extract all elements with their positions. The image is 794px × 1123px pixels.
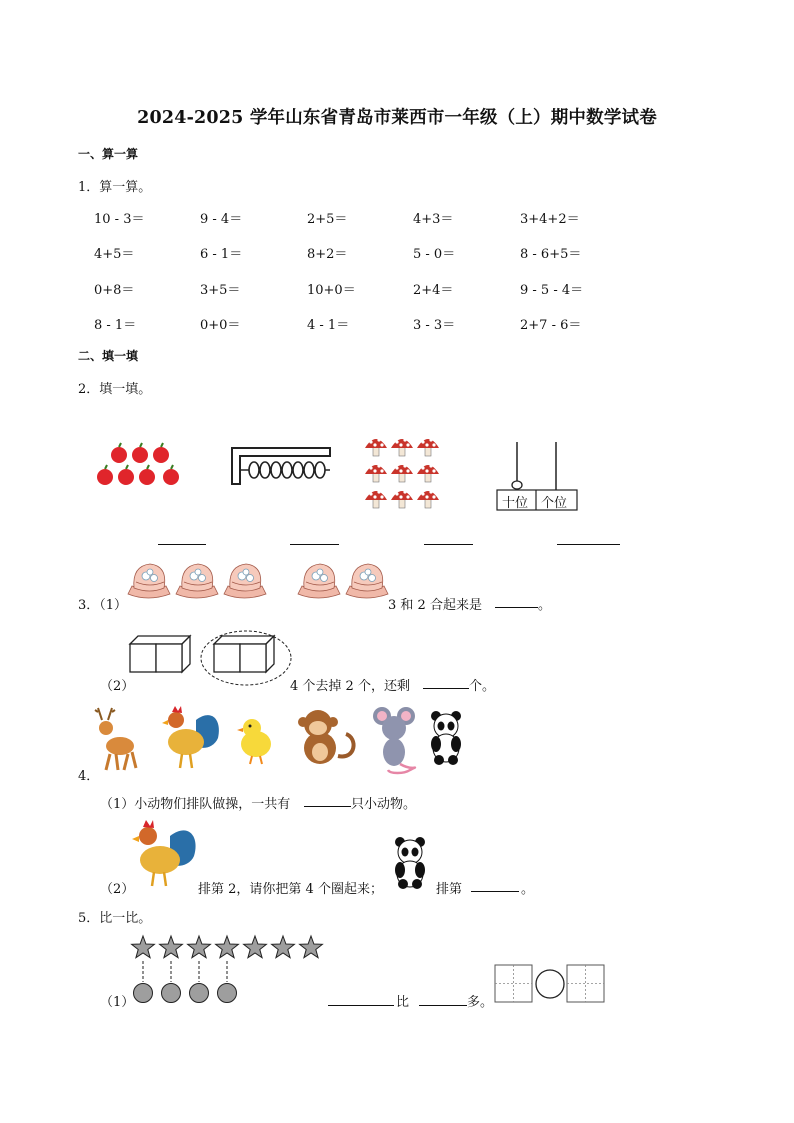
q5-compare-mid: 比 — [396, 995, 410, 1010]
rooster-icon — [162, 706, 219, 768]
mushroom-icon — [417, 491, 439, 500]
star-icon — [300, 936, 323, 958]
hats-image — [124, 558, 394, 606]
calc-problem: 0+8＝ — [94, 283, 135, 298]
mushroom-spot — [373, 443, 376, 446]
chick-icon — [237, 719, 271, 764]
stars-circles-image — [126, 932, 331, 1006]
mushroom-spot — [399, 443, 402, 446]
q5-label: 5．比一比。 — [78, 911, 152, 926]
mushroom-spot — [406, 469, 409, 472]
mushroom-spot — [425, 469, 428, 472]
q2-answer-blank-2[interactable] — [290, 544, 339, 545]
q4-part1-end: 只小动物。 — [351, 797, 417, 812]
q3-part1-dot: 。 — [538, 598, 552, 613]
q4-part1-text: （1）小动物们排队做操，一共有 — [100, 797, 291, 812]
calc-problem: 8 - 1＝ — [94, 318, 137, 333]
q5-blank-2[interactable] — [419, 1005, 467, 1006]
mushroom-spot — [432, 443, 435, 446]
q3-part1-text: 3 和 2 合起来是 — [388, 598, 482, 613]
hat-icon — [346, 564, 388, 598]
star-icon — [132, 936, 155, 958]
mushroom-icon — [391, 491, 413, 500]
mushroom-icon — [417, 465, 439, 474]
mushroom-icon — [365, 465, 387, 474]
calc-problem: 9 - 5 - 4＝ — [520, 283, 584, 298]
mushroom-icon — [365, 439, 387, 448]
calc-problem: 8 - 6+5＝ — [520, 247, 582, 262]
mushroom-spot — [395, 466, 398, 469]
q4-part2-blank[interactable] — [471, 891, 519, 892]
star-icon — [244, 936, 267, 958]
calc-problem: 9 - 4＝ — [200, 212, 243, 227]
mushroom-icon — [417, 439, 439, 448]
calc-problem: 3 - 3＝ — [413, 318, 456, 333]
star-icon — [160, 936, 183, 958]
counting-frame-image — [230, 444, 334, 488]
mushroom-icon — [391, 439, 413, 448]
q2-label: 2．填一填。 — [78, 382, 152, 397]
q3-label: 3．（1） — [78, 598, 128, 613]
mushroom-spot — [377, 438, 380, 441]
abacus-ones-label: 个位 — [541, 496, 568, 511]
mushroom-spot — [403, 438, 406, 441]
hat-icon — [224, 564, 266, 598]
mushroom-spot — [406, 443, 409, 446]
mouse-icon — [373, 707, 415, 773]
hat-icon — [176, 564, 218, 598]
star-icon — [216, 936, 239, 958]
mushroom-spot — [406, 495, 409, 498]
calc-problem: 3+4+2＝ — [520, 212, 580, 227]
deer-icon — [95, 708, 136, 770]
mushroom-spot — [421, 492, 424, 495]
mushroom-spot — [377, 464, 380, 467]
calc-problem: 6 - 1＝ — [200, 247, 243, 262]
hat-icon — [298, 564, 340, 598]
q3-part2-unit: 个。 — [469, 679, 496, 694]
mushroom-spot — [373, 469, 376, 472]
q2-answer-blank-1[interactable] — [158, 544, 206, 545]
star-icon — [188, 936, 211, 958]
q3-part1-blank[interactable] — [495, 607, 538, 608]
mushroom-spot — [380, 469, 383, 472]
mushroom-spot — [373, 495, 376, 498]
mushroom-spot — [369, 440, 372, 443]
mushrooms-image — [362, 436, 444, 518]
q5-compare-end: 多。 — [467, 995, 494, 1010]
star-icon — [272, 936, 295, 958]
calc-problem: 2+5＝ — [307, 212, 348, 227]
mushroom-spot — [369, 466, 372, 469]
page-title: 2024-2025 学年山东省青岛市莱西市一年级（上）期中数学试卷 — [137, 108, 657, 128]
mushroom-spot — [369, 492, 372, 495]
mushroom-spot — [380, 495, 383, 498]
q2-answer-blank-4[interactable] — [557, 544, 620, 545]
compare-boxes[interactable] — [494, 964, 606, 1004]
section-2-heading: 二、填一填 — [78, 349, 139, 363]
abacus-tens-label: 十位 — [502, 496, 529, 511]
calc-problem: 4 - 1＝ — [307, 318, 350, 333]
mushroom-spot — [377, 490, 380, 493]
q4-part2-label: （2） — [100, 882, 135, 897]
calc-problem: 2+7 - 6＝ — [520, 318, 582, 333]
panda-small-image — [390, 836, 432, 890]
cubes-image — [126, 628, 296, 688]
mushroom-spot — [380, 443, 383, 446]
q4-part1-blank[interactable] — [304, 806, 351, 807]
mushroom-spot — [429, 464, 432, 467]
q3-part2-label: （2） — [100, 679, 135, 694]
calc-problem: 10+0＝ — [307, 283, 356, 298]
calc-problem: 4+5＝ — [94, 247, 135, 262]
mushroom-spot — [421, 440, 424, 443]
q3-part2-blank[interactable] — [423, 688, 469, 689]
mushroom-spot — [399, 495, 402, 498]
calc-problem: 0+0＝ — [200, 318, 241, 333]
mushroom-spot — [395, 440, 398, 443]
calc-problem: 8+2＝ — [307, 247, 348, 262]
q5-blank-1[interactable] — [328, 1005, 394, 1006]
mushroom-spot — [403, 490, 406, 493]
mushroom-icon — [365, 491, 387, 500]
q1-label: 1．算一算。 — [78, 180, 152, 195]
mushroom-spot — [421, 466, 424, 469]
mushroom-spot — [429, 490, 432, 493]
mushroom-spot — [432, 469, 435, 472]
hat-icon — [128, 564, 170, 598]
q2-answer-blank-3[interactable] — [424, 544, 473, 545]
calc-problem: 2+4＝ — [413, 283, 454, 298]
q4-part2-dot: 。 — [521, 882, 535, 897]
mushroom-spot — [403, 464, 406, 467]
section-1-heading: 一、算一算 — [78, 147, 139, 161]
mushroom-spot — [395, 492, 398, 495]
calc-problem: 4+3＝ — [413, 212, 454, 227]
mushroom-spot — [429, 438, 432, 441]
monkey-icon — [298, 710, 354, 764]
q4-part2-text: 排第 2，请你把第 4 个圈起来； — [198, 882, 383, 897]
q5-part1-label: （1） — [100, 995, 135, 1010]
q3-part2-text: 4 个去掉 2 个，还剩 — [290, 679, 410, 694]
calc-problem: 5 - 0＝ — [413, 247, 456, 262]
animals-row-image — [94, 702, 474, 778]
mushroom-icon — [391, 465, 413, 474]
q4-part2-text2: 排第 — [436, 882, 463, 897]
mushroom-spot — [425, 443, 428, 446]
mushroom-spot — [399, 469, 402, 472]
q4-label: 4． — [78, 769, 100, 784]
apples-image — [94, 440, 184, 490]
mushroom-spot — [425, 495, 428, 498]
panda-icon — [431, 711, 461, 765]
mushroom-spot — [432, 495, 435, 498]
calc-problem: 3+5＝ — [200, 283, 241, 298]
rooster-small-image — [132, 816, 204, 888]
calc-problem: 10 - 3＝ — [94, 212, 145, 227]
